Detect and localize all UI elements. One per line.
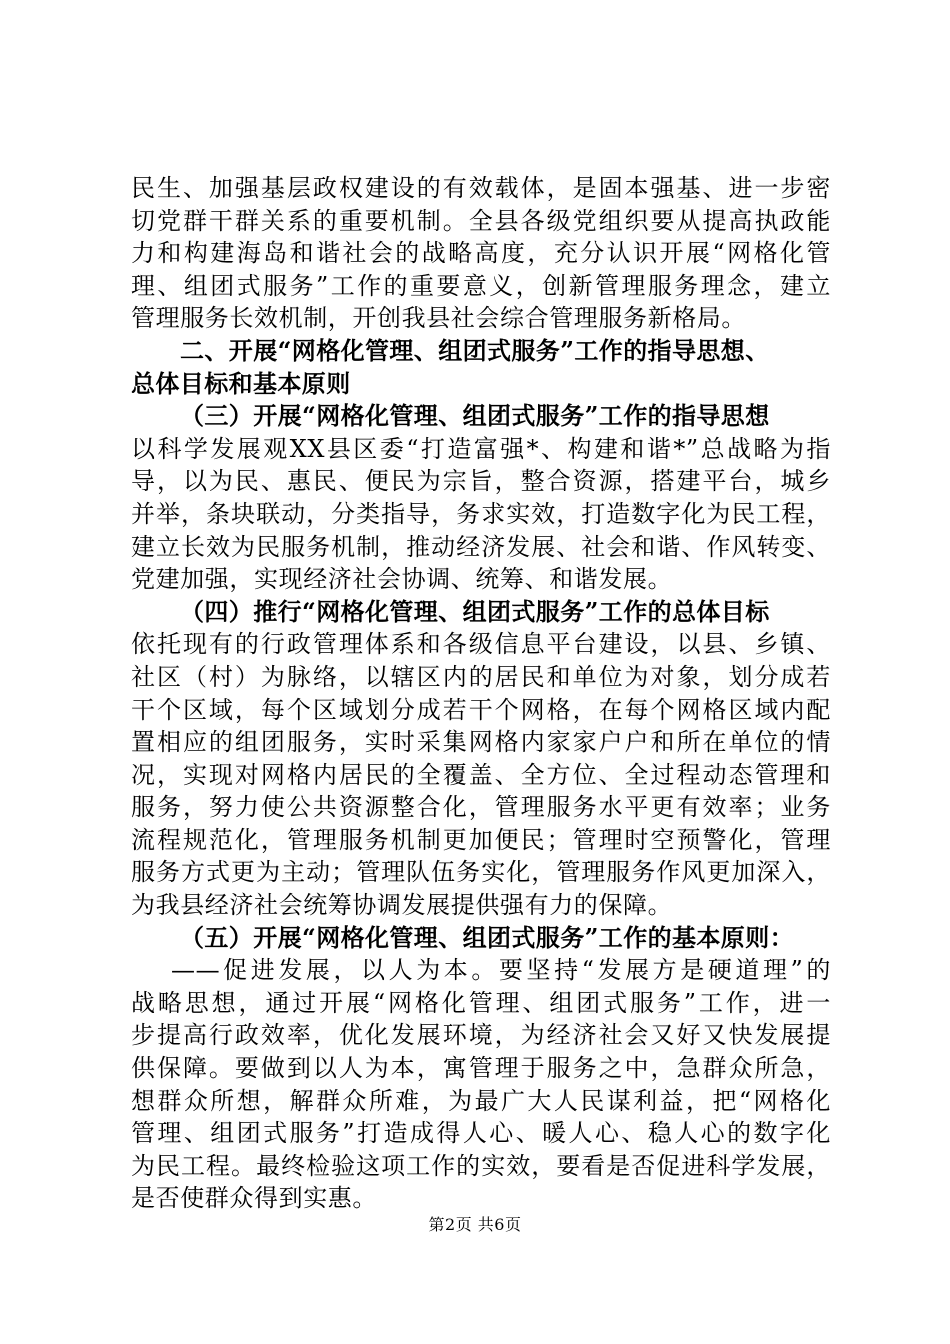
text-line: 并举，条块联动，分类指导，务求实效，打造数字化为民工程， — [131, 499, 831, 528]
text-line: 况，实现对网格内居民的全覆盖、全方位、全过程动态管理和 — [131, 760, 831, 789]
text-line: 是否使群众得到实惠。 — [131, 1184, 377, 1213]
section-heading-2 — [131, 335, 831, 400]
text-line: 切党群干群关系的重要机制。全县各级党组织要从提高执政能 — [131, 206, 831, 235]
paragraph-overall-goal — [131, 628, 831, 921]
subsection-heading-3: （三）开展“网格化管理、组团式服务”工作的指导思想 — [180, 401, 770, 431]
text-line: 理、组团式服务”工作的重要意义，创新管理服务理念，建立 — [131, 271, 831, 300]
paragraph-continuation — [131, 172, 831, 335]
document-body — [131, 172, 831, 1215]
text-line: 供保障。要做到以人为本，寓管理于服务之中，急群众所急， — [131, 1054, 831, 1083]
heading-line: 二、开展“网格化管理、组团式服务”工作的指导思想、 — [180, 335, 770, 365]
text-line: 服务，努力使公共资源整合化，管理服务水平更有效率；业务 — [131, 793, 831, 822]
text-line: 战略思想，通过开展“网格化管理、组团式服务”工作，进一 — [131, 988, 831, 1017]
heading-line: 总体目标和基本原则 — [131, 368, 351, 398]
text-line: 管理服务长效机制，开创我县社会综合管理服务新格局。 — [131, 304, 746, 333]
text-line: 步提高行政效率，优化发展环境，为经济社会又好又快发展提 — [131, 1021, 831, 1050]
text-line: ——促进发展，以人为本。要坚持“发展方是硬道理”的 — [171, 956, 831, 985]
text-line: 社区（村）为脉络，以辖区内的居民和单位为对象，划分成若 — [131, 662, 831, 691]
text-line: 依托现有的行政管理体系和各级信息平台建设，以县、乡镇、 — [131, 630, 831, 659]
text-line: 建立长效为民服务机制，推动经济发展、社会和谐、作风转变、 — [131, 532, 831, 561]
subsection-heading-5: （五）开展“网格化管理、组团式服务”工作的基本原则： — [180, 922, 795, 952]
text-line: 党建加强，实现经济社会协调、统筹、和谐发展。 — [131, 565, 673, 594]
text-line: 管理、组团式服务”打造成得人心、暖人心、稳人心的数字化 — [131, 1119, 831, 1148]
text-line: 为我县经济社会统筹协调发展提供强有力的保障。 — [131, 891, 673, 920]
paragraph-guiding-ideology — [131, 433, 831, 596]
paragraph-basic-principles — [131, 954, 831, 1215]
text-line: 流程规范化，管理服务机制更加便民；管理时空预警化，管理 — [131, 825, 831, 854]
text-line: 为民工程。最终检验这项工作的实效，要看是否促进科学发展， — [131, 1151, 831, 1180]
text-line: 民生、加强基层政权建设的有效载体，是固本强基、进一步密 — [131, 174, 831, 202]
page-number-footer: 第2页 共6页 — [428, 1215, 522, 1234]
text-line: 以科学发展观XX县区委“打造富强*、构建和谐*”总战略为指 — [131, 434, 831, 463]
text-line: 力和构建海岛和谐社会的战略高度，充分认识开展“网格化管 — [131, 239, 831, 268]
subsection-heading-4: （四）推行“网格化管理、组团式服务”工作的总体目标 — [180, 596, 770, 626]
text-line: 想群众所想，解群众所难，为最广大人民谋利益，把“网格化 — [131, 1086, 831, 1115]
text-line: 服务方式更为主动；管理队伍务实化，管理服务作风更加深入， — [131, 858, 831, 887]
text-line: 导，以为民、惠民、便民为宗旨，整合资源，搭建平台，城乡 — [131, 467, 831, 496]
text-line: 干个区域，每个区域划分成若干个网格，在每个网格区域内配 — [131, 695, 831, 724]
text-line: 置相应的组团服务，实时采集网格内家家户户和所在单位的情 — [131, 728, 831, 757]
